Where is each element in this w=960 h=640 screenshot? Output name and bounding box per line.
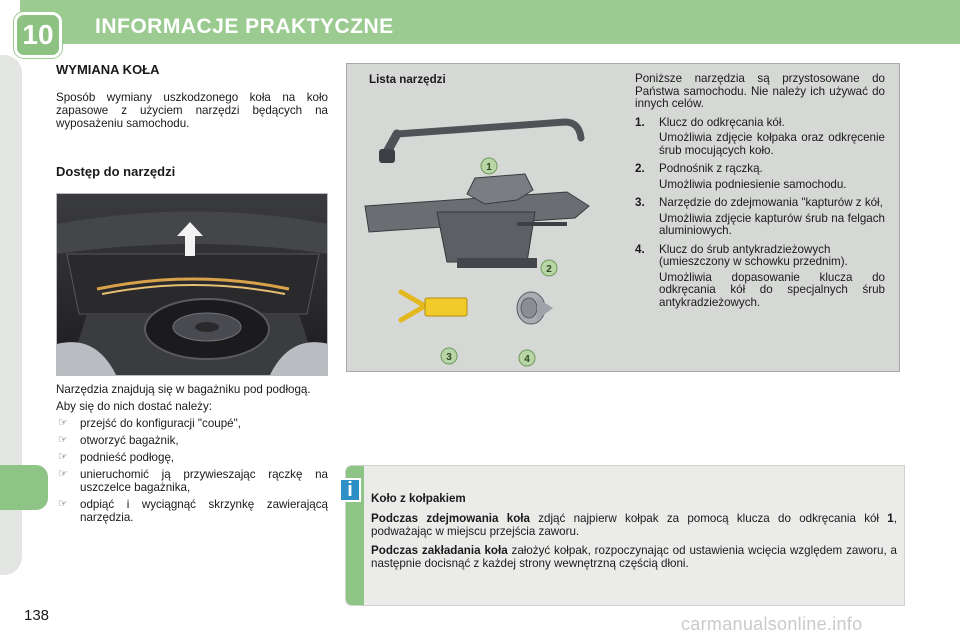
list-item: ☞ otworzyć bagażnik, [58, 434, 179, 447]
info-icon: i [339, 478, 361, 502]
pointing-hand-icon: ☞ [58, 451, 68, 463]
tools-illustration [357, 94, 627, 369]
jack-icon [365, 174, 589, 268]
list-item: 3. Narzędzie do zdejmowania "kapturów z kół, [635, 196, 883, 209]
info-content [371, 492, 897, 576]
tool-label-1: 1 [486, 162, 492, 173]
info-title: Koło z kołpakiem [371, 492, 466, 505]
section-title: WYMIANA KOŁA [56, 62, 160, 77]
tools-intro: Poniższe narzędzia są przystosowane do Państwa samochodu. Nie należy ich używać do innych celów. [635, 72, 885, 110]
pointing-hand-icon: ☞ [58, 434, 68, 446]
chapter-side-tab [0, 465, 48, 510]
chapter-badge: 10 [14, 12, 62, 58]
tools-title: Lista narzędzi [369, 73, 446, 86]
wheel-brace-icon [379, 122, 581, 163]
list-item: 1. Klucz do odkręcania kół. [635, 115, 785, 129]
trunk-illustration [57, 194, 328, 376]
section-intro: Sposób wymiany uszkodzonego koła na koło zapasowe z użyciem narzędzi będących na wyposażeniu samochodu. [56, 91, 328, 130]
access-text-1: Narzędzia znajdują się w bagażniku pod podłogą. [56, 383, 311, 396]
tool-detail: Umożliwia zdjęcie kapturów śrub na felgach aluminiowych. [659, 211, 885, 237]
info-paragraph-2: Podczas zakładania koła założyć kołpak, rozpoczynając od ustawienia wcięcia względem zaworu, a następnie docisnąć z każdej strony wewnętrzną częścią dłoni. [371, 544, 897, 570]
pointing-hand-icon: ☞ [58, 468, 68, 480]
subsection-title: Dostęp do narzędzi [56, 164, 176, 179]
page-title: INFORMACJE PRAKTYCZNE [95, 15, 394, 38]
tools-description [635, 73, 885, 315]
list-item: ☞ podnieść podłogę, [58, 451, 175, 464]
hubcap-tool-icon [401, 292, 467, 320]
list-item: ☞ przejść do konfiguracji "coupé", [58, 417, 241, 430]
antitheft-key-icon [517, 292, 553, 324]
watermark: carmanualsonline.info [681, 614, 863, 634]
tool-detail: Umożliwia zdjęcie kołpaka oraz odkręcenie śrub mocujących koło. [659, 131, 885, 157]
list-item: 2. Podnośnik z rączką. [635, 162, 763, 175]
tool-label-4: 4 [524, 354, 530, 365]
info-paragraph-1: Podczas zdejmowania koła zdjąć najpierw kołpak za pomocą klucza do odkręcania kół 1, podważając w miejscu przejścia zaworu. [371, 512, 897, 538]
tool-detail: Umożliwia podniesienie samochodu. [659, 177, 847, 191]
list-item: ☞ odpiąć i wyciągnąć skrzynkę zawierającą narzędzia. [58, 498, 328, 524]
access-text-2: Aby się do nich dostać należy: [56, 400, 212, 413]
tool-label-2: 2 [546, 264, 552, 275]
tools-panel [346, 63, 900, 372]
tool-label-3: 3 [446, 352, 452, 363]
access-steps [56, 417, 328, 524]
list-item: ☞ unieruchomić ją przywieszając rączkę na uszczelce bagażnika, [58, 468, 328, 494]
pointing-hand-icon: ☞ [58, 498, 68, 510]
page-number: 138 [24, 607, 50, 624]
pointing-hand-icon: ☞ [58, 417, 68, 429]
trunk-photo [56, 193, 328, 376]
access-instructions [56, 383, 328, 528]
tool-detail: Umożliwia dopasowanie klucza do odkręcania kół do specjalnych śrub antykradzieżowych. [659, 270, 885, 309]
left-column [56, 62, 328, 193]
list-item: 4. Klucz do śrub antykradzieżowych (umieszczony w schowku przednim). [635, 242, 848, 268]
